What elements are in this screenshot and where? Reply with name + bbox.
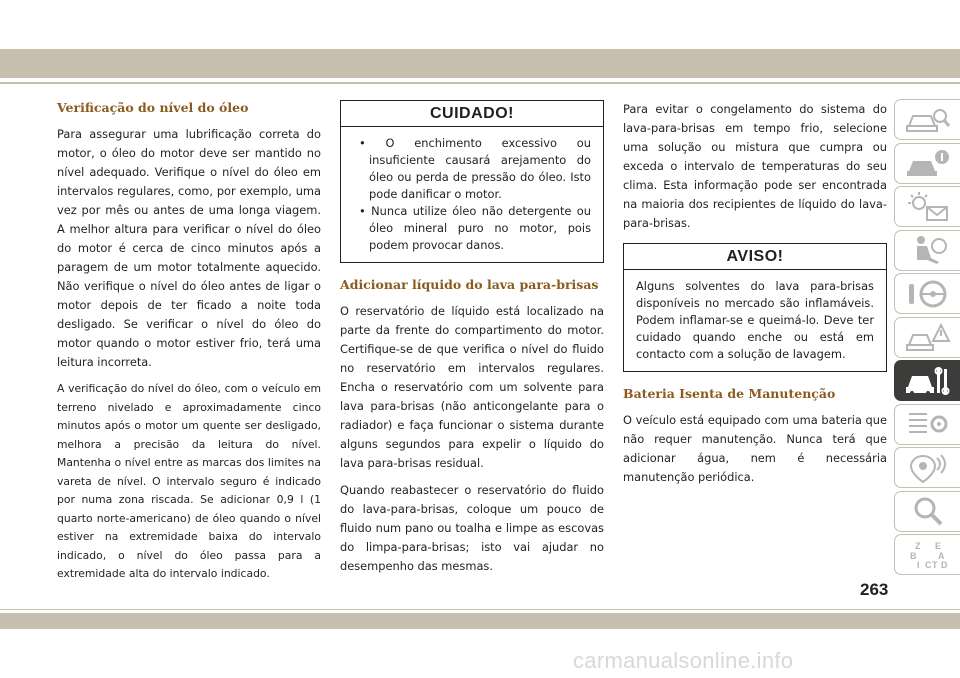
index-letter: T — [931, 559, 937, 570]
tab-maintenance[interactable] — [894, 360, 960, 401]
index-letter: C — [924, 559, 931, 570]
warning-lights-icon — [905, 191, 951, 223]
airbag-icon — [905, 234, 951, 266]
index-letters-icon — [905, 539, 951, 571]
car-wrench-icon — [905, 365, 951, 397]
car-info-icon — [905, 147, 951, 179]
index-letter: A — [937, 550, 944, 561]
battery-paragraph: O veículo está equipado com uma bateria que não requer manutenção. Nunca terá que adicionar água, nem é necessária manutenção periódica. — [623, 413, 887, 484]
washer-fluid-paragraph-1: O reservatório de líquido está localizado na parte da frente do compartimento do motor. Certifique-se de que verifica o nível do fluido no reservatório em intervalos regulares. Encha o reservatório com um solvente para lava para-brisas (não anticongelante para o radiador) e faça funcionar o sistema durante alguns segundos para expelir o líquido do lava para-brisas residual. — [340, 304, 604, 470]
left-column — [57, 100, 321, 592]
tab-index[interactable] — [894, 534, 960, 575]
chapter-tabs — [894, 99, 960, 578]
tab-car-magnifier[interactable] — [894, 99, 960, 140]
notice-box — [623, 243, 887, 372]
tab-airbag[interactable] — [894, 230, 960, 271]
right-column — [623, 100, 887, 495]
caution-item: • Nunca utilize óleo não detergente ou óleo mineral puro no motor, pois podem provocar danos. — [359, 204, 591, 252]
page-number: 263 — [860, 580, 889, 599]
tab-steering[interactable] — [894, 273, 960, 314]
footer-band — [0, 613, 960, 629]
header-band — [0, 49, 960, 78]
tab-search[interactable] — [894, 491, 960, 532]
index-letter: Z — [914, 540, 920, 551]
tab-specs[interactable] — [894, 404, 960, 445]
caution-list — [353, 135, 591, 254]
oil-level-paragraph-2: A verificação do nível do óleo, com o veículo em terreno nivelado e aproximadamente cinco minutos após o motor um quente ser desligado, melhora a precisão da leitura do nível. Mantenha o nível entre as marcas dos limites na vareta de nível. O intervalo seguro é indicado por numa zona riscada. Se adicionar 0,9 l (1 quarto norte-americano) de óleo quando o nível estiver na extremidade baixa do intervalo indicado, o nível do óleo passa para a extremidade alta do intervalo indicado. — [57, 382, 321, 580]
index-letter: D — [940, 559, 947, 570]
footer-rule — [0, 609, 960, 610]
washer-fluid-heading: Adicionar líquido do lava para-brisas — [340, 277, 599, 292]
hazard-car-icon — [905, 321, 951, 353]
oil-level-paragraph-1: Para assegurar uma lubrificação correta do motor, o óleo do motor deve ser mantido no nível adequado. Verifique o nível do óleo em intervalos regulares, como, por exemplo, uma vez por mês ou antes de uma longa viagem. A melhor altura para verificar o nível do óleo do motor é cerca de cinco minutos após a paragem de um motor totalmente aquecido. Não verifique o nível do óleo antes de ligar o motor depois de ter ficado a noite toda desligado. Se verificar o nível do óleo do motor quando o motor estiver frio, terá uma leitura incorreta. — [57, 127, 321, 369]
oil-level-heading: Verificação do nível do óleo — [57, 100, 249, 115]
tab-multimedia[interactable] — [894, 447, 960, 488]
caution-box — [340, 100, 604, 263]
watermark: carmanualsonline.info — [573, 648, 794, 673]
notice-text: Alguns solventes do lava para-brisas disponíveis no mercado são inflamáveis. Podem inflamar-se e queimá-lo. Deve ter cuidado quando enche ou está em contacto com a solução de lavagem. — [636, 279, 874, 361]
steering-wheel-icon — [905, 278, 951, 310]
index-letter: I — [916, 559, 920, 570]
tab-car-info[interactable] — [894, 143, 960, 184]
middle-column — [340, 100, 604, 584]
tab-warning-lights[interactable] — [894, 186, 960, 227]
index-letter: E — [934, 540, 941, 551]
index-letter: B — [909, 550, 916, 561]
notice-title: AVISO! — [624, 244, 886, 270]
header-rule — [0, 82, 960, 84]
specs-gear-icon — [905, 408, 951, 440]
car-magnifier-icon — [905, 104, 951, 136]
washer-fluid-paragraph-2: Quando reabastecer o reservatório do fluido do lava-para-brisas, coloque um pouco de fluido num pano ou toalha e limpe as escovas do limpa-para-brisas; isto vai ajudar no desempenho das mesmas. — [340, 483, 604, 573]
tab-hazard[interactable] — [894, 317, 960, 358]
battery-heading: Bateria Isenta de Manutenção — [623, 386, 836, 401]
magnifier-icon — [905, 495, 951, 527]
multimedia-icon — [905, 452, 951, 484]
caution-item: • O enchimento excessivo ou insuficiente causará arejamento do óleo ou perda de pressão do óleo. Isto pode danificar o motor. — [359, 136, 591, 201]
freeze-paragraph: Para evitar o congelamento do sistema do lava-para-brisas em tempo frio, selecione uma solução ou mistura que cumpra ou exceda o intervalo de temperaturas do seu clima. Esta informação pode ser encontrada na maioria dos recipientes de líquido do lava-para-brisas. — [623, 102, 887, 230]
caution-title: CUIDADO! — [341, 101, 603, 127]
